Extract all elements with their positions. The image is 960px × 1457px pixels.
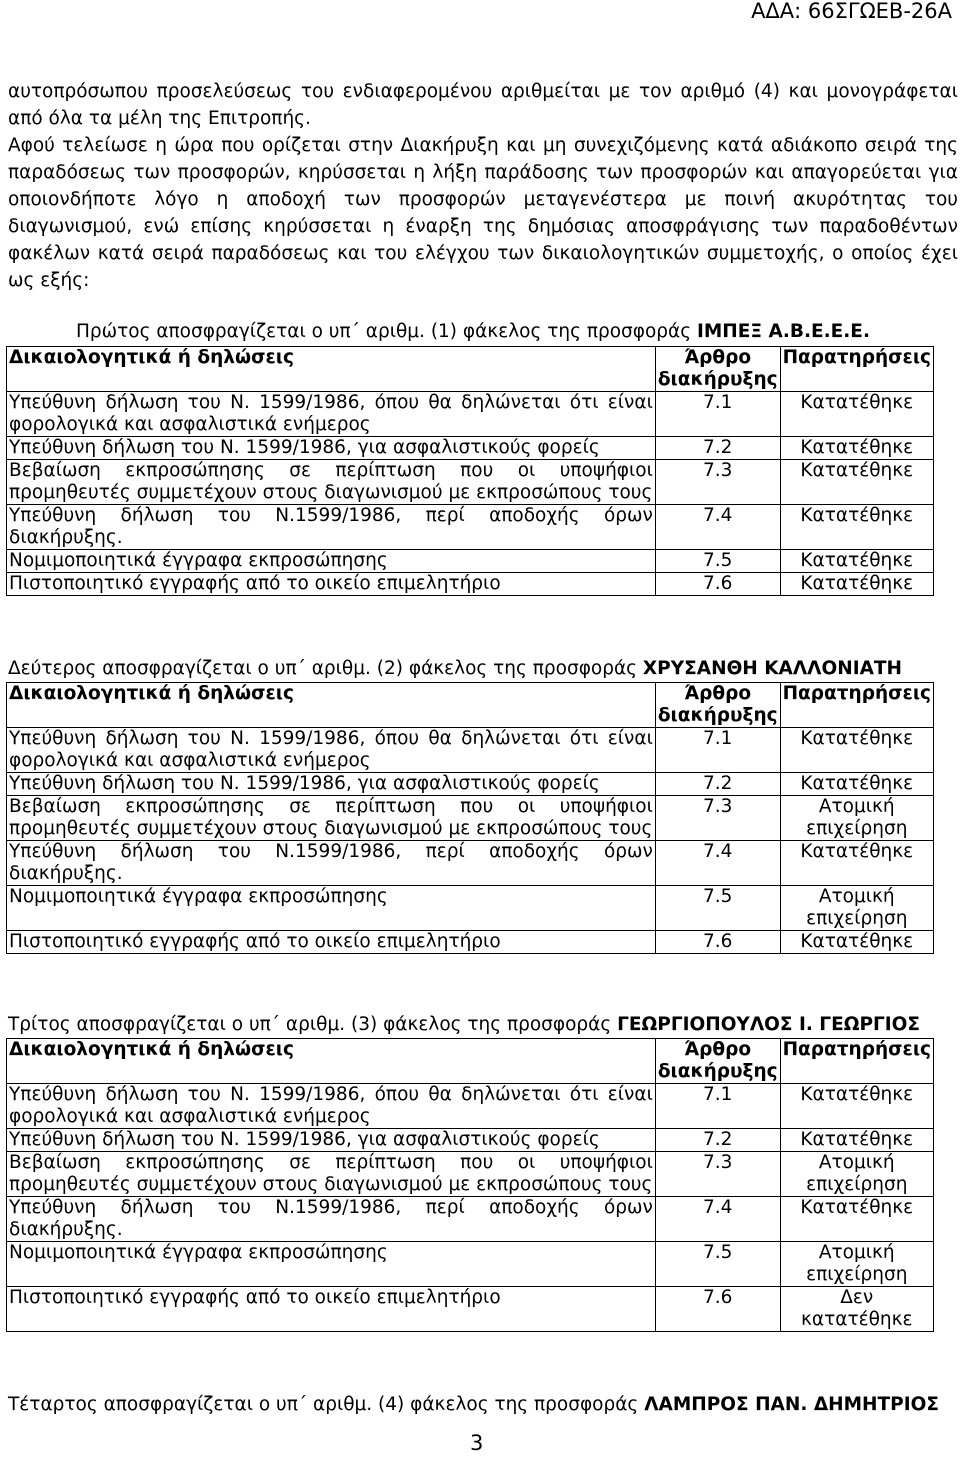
note-cell: Ατομική επιχείρηση: [780, 1242, 933, 1287]
table-row: [7, 1152, 934, 1197]
article-cell: 7.4: [655, 1197, 780, 1242]
article-cell: 7.3: [655, 796, 780, 841]
header-notes: Παρατηρήσεις: [780, 683, 933, 728]
article-cell: 7.5: [655, 1242, 780, 1287]
table-row: [7, 773, 934, 796]
envelope-2-prefix: Δεύτερος αποσφραγίζεται ο υπ΄ αριθμ. (2) φάκελος της προσφοράς: [8, 658, 643, 679]
table-row: [7, 550, 934, 573]
intro-paragraph-1: αυτοπρόσωπου προσελεύσεως του ενδιαφερομένου αριθμείται με τον αριθμό (4) και μονογράφεται από όλα τα μέλη της Επιτροπής.: [8, 81, 958, 129]
doc-cell: Νομιμοποιητικά έγγραφα εκπροσώπησης: [7, 886, 656, 931]
article-cell: 7.2: [655, 437, 780, 460]
envelope-2-line: [8, 655, 902, 682]
envelope-4-line: [8, 1391, 939, 1418]
table-row: [7, 1242, 934, 1287]
table-row: [7, 728, 934, 773]
envelope-1-bidder: ΙΜΠΕΞ Α.Β.Ε.Ε.Ε.: [696, 321, 870, 342]
header-article: Άρθρο διακήρυξης: [655, 347, 780, 392]
doc-cell: Υπεύθυνη δήλωση του Ν. 1599/1986, όπου θα δηλώνεται ότι είναι φορολογικά και ασφαλιστικά ενήμερος: [7, 392, 656, 437]
doc-cell: Βεβαίωση εκπροσώπησης σε περίπτωση που οι υποψήφιοι προμηθευτές συμμετέχουν στους διαγωνισμού με εκπροσώπους τους: [7, 460, 656, 505]
note-cell: Κατατέθηκε: [780, 437, 933, 460]
table-row: [7, 573, 934, 596]
article-cell: 7.2: [655, 1129, 780, 1152]
table-row: [7, 796, 934, 841]
note-cell: Ατομική επιχείρηση: [780, 1152, 933, 1197]
table-header-row: [7, 1039, 934, 1084]
article-cell: 7.6: [655, 931, 780, 954]
table-row: [7, 841, 934, 886]
article-cell: 7.4: [655, 505, 780, 550]
article-cell: 7.3: [655, 460, 780, 505]
doc-cell: Υπεύθυνη δήλωση του Ν. 1599/1986, για ασφαλιστικούς φορείς: [7, 773, 656, 796]
table-row: [7, 1197, 934, 1242]
doc-cell: Νομιμοποιητικά έγγραφα εκπροσώπησης: [7, 1242, 656, 1287]
table-row: [7, 460, 934, 505]
note-cell: Ατομική επιχείρηση: [780, 886, 933, 931]
note-cell: Κατατέθηκε: [780, 773, 933, 796]
note-cell: Κατατέθηκε: [780, 1129, 933, 1152]
doc-cell: Βεβαίωση εκπροσώπησης σε περίπτωση που οι υποψήφιοι προμηθευτές συμμετέχουν στους διαγωνισμού με εκπροσώπους τους: [7, 1152, 656, 1197]
table-row: [7, 1084, 934, 1129]
note-cell: Κατατέθηκε: [780, 841, 933, 886]
article-cell: 7.1: [655, 392, 780, 437]
table-header-row: [7, 683, 934, 728]
doc-cell: Υπεύθυνη δήλωση του Ν. 1599/1986, όπου θα δηλώνεται ότι είναι φορολογικά και ασφαλιστικά ενήμερος: [7, 1084, 656, 1129]
header-notes: Παρατηρήσεις: [780, 1039, 933, 1084]
doc-cell: Υπεύθυνη δήλωση του Ν.1599/1986, περί αποδοχής όρων διακήρυξης.: [7, 841, 656, 886]
note-cell: Δεν κατατέθηκε: [780, 1287, 933, 1332]
doc-cell: Υπεύθυνη δήλωση του Ν. 1599/1986, για ασφαλιστικούς φορείς: [7, 437, 656, 460]
note-cell: Κατατέθηκε: [780, 931, 933, 954]
table-row: [7, 931, 934, 954]
table-row: [7, 437, 934, 460]
article-cell: 7.3: [655, 1152, 780, 1197]
note-cell: Κατατέθηκε: [780, 1197, 933, 1242]
header-documents: Δικαιολογητικά ή δηλώσεις: [7, 683, 656, 728]
note-cell: Κατατέθηκε: [780, 1084, 933, 1129]
doc-cell: Πιστοποιητικό εγγραφής από το οικείο επιμελητήριο: [7, 1287, 656, 1332]
envelope-2-table: [6, 682, 934, 954]
doc-cell: Νομιμοποιητικά έγγραφα εκπροσώπησης: [7, 550, 656, 573]
envelope-1-line: [8, 318, 870, 345]
note-cell: Κατατέθηκε: [780, 728, 933, 773]
header-article: Άρθρο διακήρυξης: [655, 683, 780, 728]
article-cell: 7.5: [655, 886, 780, 931]
article-cell: 7.1: [655, 1084, 780, 1129]
header-notes: Παρατηρήσεις: [780, 347, 933, 392]
article-cell: 7.5: [655, 550, 780, 573]
envelope-1-prefix: Πρώτος αποσφραγίζεται ο υπ΄ αριθμ. (1) φάκελος της προσφοράς: [76, 321, 697, 342]
envelope-3-line: [8, 1011, 920, 1038]
ada-code: ΑΔΑ: 66ΣΓΩΕΒ-26Α: [751, 0, 952, 23]
doc-cell: Πιστοποιητικό εγγραφής από το οικείο επιμελητήριο: [7, 931, 656, 954]
table-row: [7, 392, 934, 437]
table-row: [7, 1129, 934, 1152]
article-cell: 7.6: [655, 573, 780, 596]
table-row: [7, 886, 934, 931]
table-header-row: [7, 347, 934, 392]
note-cell: Κατατέθηκε: [780, 505, 933, 550]
doc-cell: Υπεύθυνη δήλωση του Ν.1599/1986, περί αποδοχής όρων διακήρυξης.: [7, 1197, 656, 1242]
note-cell: Κατατέθηκε: [780, 460, 933, 505]
header-article: Άρθρο διακήρυξης: [655, 1039, 780, 1084]
page-number: 3: [470, 1431, 484, 1455]
article-cell: 7.4: [655, 841, 780, 886]
intro-paragraph-2: Αφού τελείωσε η ώρα που ορίζεται στην Διακήρυξη και μη συνεχιζόμενης κατά αδιάκοπο σειρά της παραδόσεως των προσφορών, κηρύσσεται η λήξη παράδοσης των προσφορών και απαγορεύεται για οποιονδήποτε λόγο η αποδοχή των προσφορών μεταγενέστερα με ποινή ακυρότητας του διαγωνισμού, ενώ επίσης κηρύσσεται η έναρξη της δημόσιας αποσφράγισης των παραδοθέντων φακέλων κατά σειρά παραδόσεως και του ελέγχου των δικαιολογητικών συμμετοχής, ο οποίος έχει ως εξής:: [8, 135, 958, 291]
envelope-3-table: [6, 1038, 934, 1332]
doc-cell: Πιστοποιητικό εγγραφής από το οικείο επιμελητήριο: [7, 573, 656, 596]
envelope-1-table: [6, 346, 934, 596]
doc-cell: Υπεύθυνη δήλωση του Ν.1599/1986, περί αποδοχής όρων διακήρυξης.: [7, 505, 656, 550]
article-cell: 7.6: [655, 1287, 780, 1332]
article-cell: 7.1: [655, 728, 780, 773]
table-row: [7, 1287, 934, 1332]
note-cell: Κατατέθηκε: [780, 392, 933, 437]
doc-cell: Υπεύθυνη δήλωση του Ν. 1599/1986, για ασφαλιστικούς φορείς: [7, 1129, 656, 1152]
note-cell: Κατατέθηκε: [780, 550, 933, 573]
note-cell: Κατατέθηκε: [780, 573, 933, 596]
intro-text: [8, 78, 958, 294]
envelope-4-bidder: ΛΑΜΠΡΟΣ ΠΑΝ. ΔΗΜΗΤΡΙΟΣ: [644, 1394, 939, 1415]
table-row: [7, 505, 934, 550]
note-cell: Ατομική επιχείρηση: [780, 796, 933, 841]
header-documents: Δικαιολογητικά ή δηλώσεις: [7, 347, 656, 392]
envelope-2-bidder: ΧΡΥΣΑΝΘΗ ΚΑΛΛΟΝΙΑΤΗ: [642, 658, 903, 679]
doc-cell: Βεβαίωση εκπροσώπησης σε περίπτωση που οι υποψήφιοι προμηθευτές συμμετέχουν στους διαγωνισμού με εκπροσώπους τους: [7, 796, 656, 841]
envelope-4-prefix: Τέταρτος αποσφραγίζεται ο υπ΄ αριθμ. (4) φάκελος της προσφοράς: [8, 1394, 645, 1415]
envelope-3-bidder: ΓΕΩΡΓΙΟΠΟΥΛΟΣ Ι. ΓΕΩΡΓΙΟΣ: [617, 1014, 921, 1035]
header-documents: Δικαιολογητικά ή δηλώσεις: [7, 1039, 656, 1084]
article-cell: 7.2: [655, 773, 780, 796]
doc-cell: Υπεύθυνη δήλωση του Ν. 1599/1986, όπου θα δηλώνεται ότι είναι φορολογικά και ασφαλιστικά ενήμερος: [7, 728, 656, 773]
envelope-3-prefix: Τρίτος αποσφραγίζεται ο υπ΄ αριθμ. (3) φάκελος της προσφοράς: [8, 1014, 618, 1035]
